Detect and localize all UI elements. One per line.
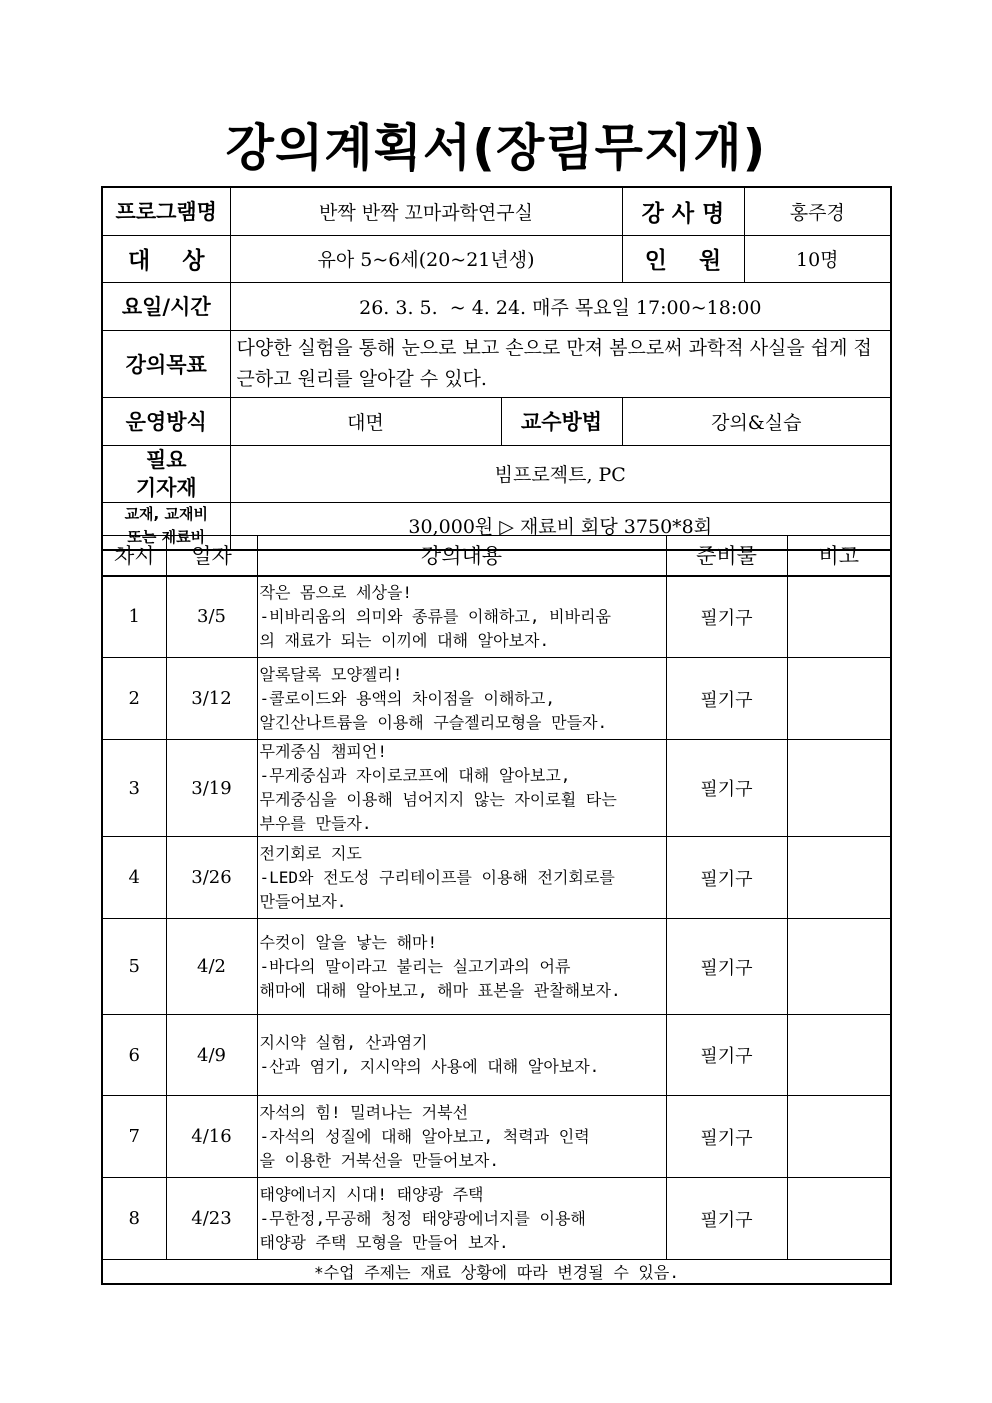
table-row [102,837,891,919]
goal-value: 다양한 실험을 통해 눈으로 보고 손으로 만져 봄으로써 과학적 사실을 쉽게 접근하고 원리를 알아갈 수 있다. [230,330,891,397]
content-cell [257,1178,666,1260]
date-cell: 4/16 [166,1096,257,1178]
method-label: 교수방법 [501,397,622,445]
mode-value: 대면 [230,397,501,445]
table-row [102,1096,891,1178]
schedule-value: 26. 3. 5. ~ 4. 24. 매주 목요일 17:00~18:00 [230,282,891,330]
content-line: 의 재료가 되는 이끼에 대해 알아보자. [259,630,550,650]
date-cell: 4/23 [166,1178,257,1260]
content-line: 태양에너지 시대! 태양광 주택 [259,1184,484,1204]
content-line: 무게중심을 이용해 넘어지지 않는 자이로휠 타는 [259,790,617,809]
content-line: -바다의 말이라고 불리는 실고기과의 어류 [259,956,571,976]
date-cell: 4/9 [166,1015,257,1096]
content-line: -무한정,무공해 청정 태양광에너지를 이용해 [259,1208,586,1228]
equipment-value: 빔프로젝트, PC [230,445,891,502]
content-line: -무게중심과 자이로코프에 대해 알아보고, [259,766,571,785]
headcount-label: 인 원 [622,235,744,282]
remark-cell [787,1096,891,1178]
session-cell: 6 [102,1015,166,1096]
instructor-value: 홍주경 [744,187,891,235]
instructor-label: 강 사 명 [622,187,744,235]
material-value: 30,000원 ▷ 재료비 회당 3750*8회 [230,502,891,550]
header-session: 차시 [102,536,166,576]
program-label: 프로그램명 [102,187,230,235]
header-prep: 준비물 [666,536,787,576]
content-line: -산과 염기, 지시약의 사용에 대해 알아보자. [259,1057,600,1076]
table-row [102,919,891,1015]
content-line: 전기회로 지도 [259,843,362,863]
remark-cell [787,740,891,837]
method-value: 강의&실습 [622,397,891,445]
content-line: 알긴산나트륨을 이용해 구슬젤리모형을 만들자. [259,712,608,732]
target-label: 대 상 [102,235,230,282]
content-line: 작은 몸으로 세상을! [259,582,413,602]
footnote: *수업 주제는 재료 상황에 따라 변경될 수 있음. [102,1260,891,1285]
prep-cell: 필기구 [666,1178,787,1260]
remark-cell [787,658,891,740]
prep-cell: 필기구 [666,919,787,1015]
remark-cell [787,919,891,1015]
remark-cell [787,837,891,919]
content-line: -비바리움의 의미와 종류를 이해하고, 비바리움 [259,606,611,626]
header-date: 일자 [166,536,257,576]
table-row [102,740,891,837]
date-cell: 3/12 [166,658,257,740]
date-cell: 4/2 [166,919,257,1015]
content-line: 부우를 만들자. [259,814,372,833]
content-line: 지시약 실험, 산과염기 [259,1033,428,1052]
remark-cell [787,1015,891,1096]
content-line: 무게중심 챔피언! [259,742,387,761]
session-cell: 8 [102,1178,166,1260]
date-cell: 3/19 [166,740,257,837]
content-line: 태양광 주택 모형을 만들어 보자. [259,1232,509,1252]
prep-cell: 필기구 [666,1096,787,1178]
content-cell [257,837,666,919]
material-label-line1: 교재, 교재비 [124,504,208,523]
prep-cell: 필기구 [666,740,787,837]
content-line: 수컷이 알을 낳는 해마! [259,932,438,952]
headcount-value: 10명 [744,235,891,282]
table-row [102,1015,891,1096]
header-content: 강의내용 [257,536,666,576]
content-cell [257,740,666,837]
content-line: -자석의 성질에 대해 알아보고, 척력과 인력 [259,1126,590,1146]
remark-cell [787,576,891,658]
equipment-label-line2: 기자재 [135,475,197,500]
date-cell: 3/26 [166,837,257,919]
equipment-label [102,445,230,502]
session-cell: 7 [102,1096,166,1178]
lecture-schedule-table [101,535,892,1285]
session-cell: 5 [102,919,166,1015]
content-cell [257,1096,666,1178]
prep-cell: 필기구 [666,576,787,658]
content-line: 알록달록 모양젤리! [259,664,403,684]
content-line: 만들어보자. [259,891,347,911]
content-cell [257,576,666,658]
course-info-table [101,186,892,551]
content-line: -LED와 전도성 구리테이프를 이용해 전기회로를 [259,867,615,887]
session-cell: 2 [102,658,166,740]
material-label-line2: 또는 재료비 [127,527,206,546]
prep-cell: 필기구 [666,1015,787,1096]
goal-label: 강의목표 [102,330,230,397]
content-line: -콜로이드와 용액의 차이점을 이해하고, [259,688,555,708]
table-row [102,576,891,658]
session-cell: 3 [102,740,166,837]
table-row [102,658,891,740]
content-cell [257,658,666,740]
mode-label: 운영방식 [102,397,230,445]
session-cell: 1 [102,576,166,658]
target-value: 유아 5~6세(20~21년생) [230,235,622,282]
program-value: 반짝 반짝 꼬마과학연구실 [230,187,622,235]
table-row [102,1178,891,1260]
content-cell [257,919,666,1015]
content-line: 해마에 대해 알아보고, 해마 표본을 관찰해보자. [259,980,621,1000]
date-cell: 3/5 [166,576,257,658]
schedule-label: 요일/시간 [102,282,230,330]
prep-cell: 필기구 [666,837,787,919]
prep-cell: 필기구 [666,658,787,740]
page-title: 강의계획서(장림무지개) [225,119,767,177]
session-cell: 4 [102,837,166,919]
equipment-label-line1: 필요 [145,447,187,472]
remark-cell [787,1178,891,1260]
content-line: 자석의 힘! 밀려나는 거북선 [259,1102,469,1122]
header-remark: 비고 [787,536,891,576]
content-line: 을 이용한 거북선을 만들어보자. [259,1150,499,1170]
content-cell [257,1015,666,1096]
